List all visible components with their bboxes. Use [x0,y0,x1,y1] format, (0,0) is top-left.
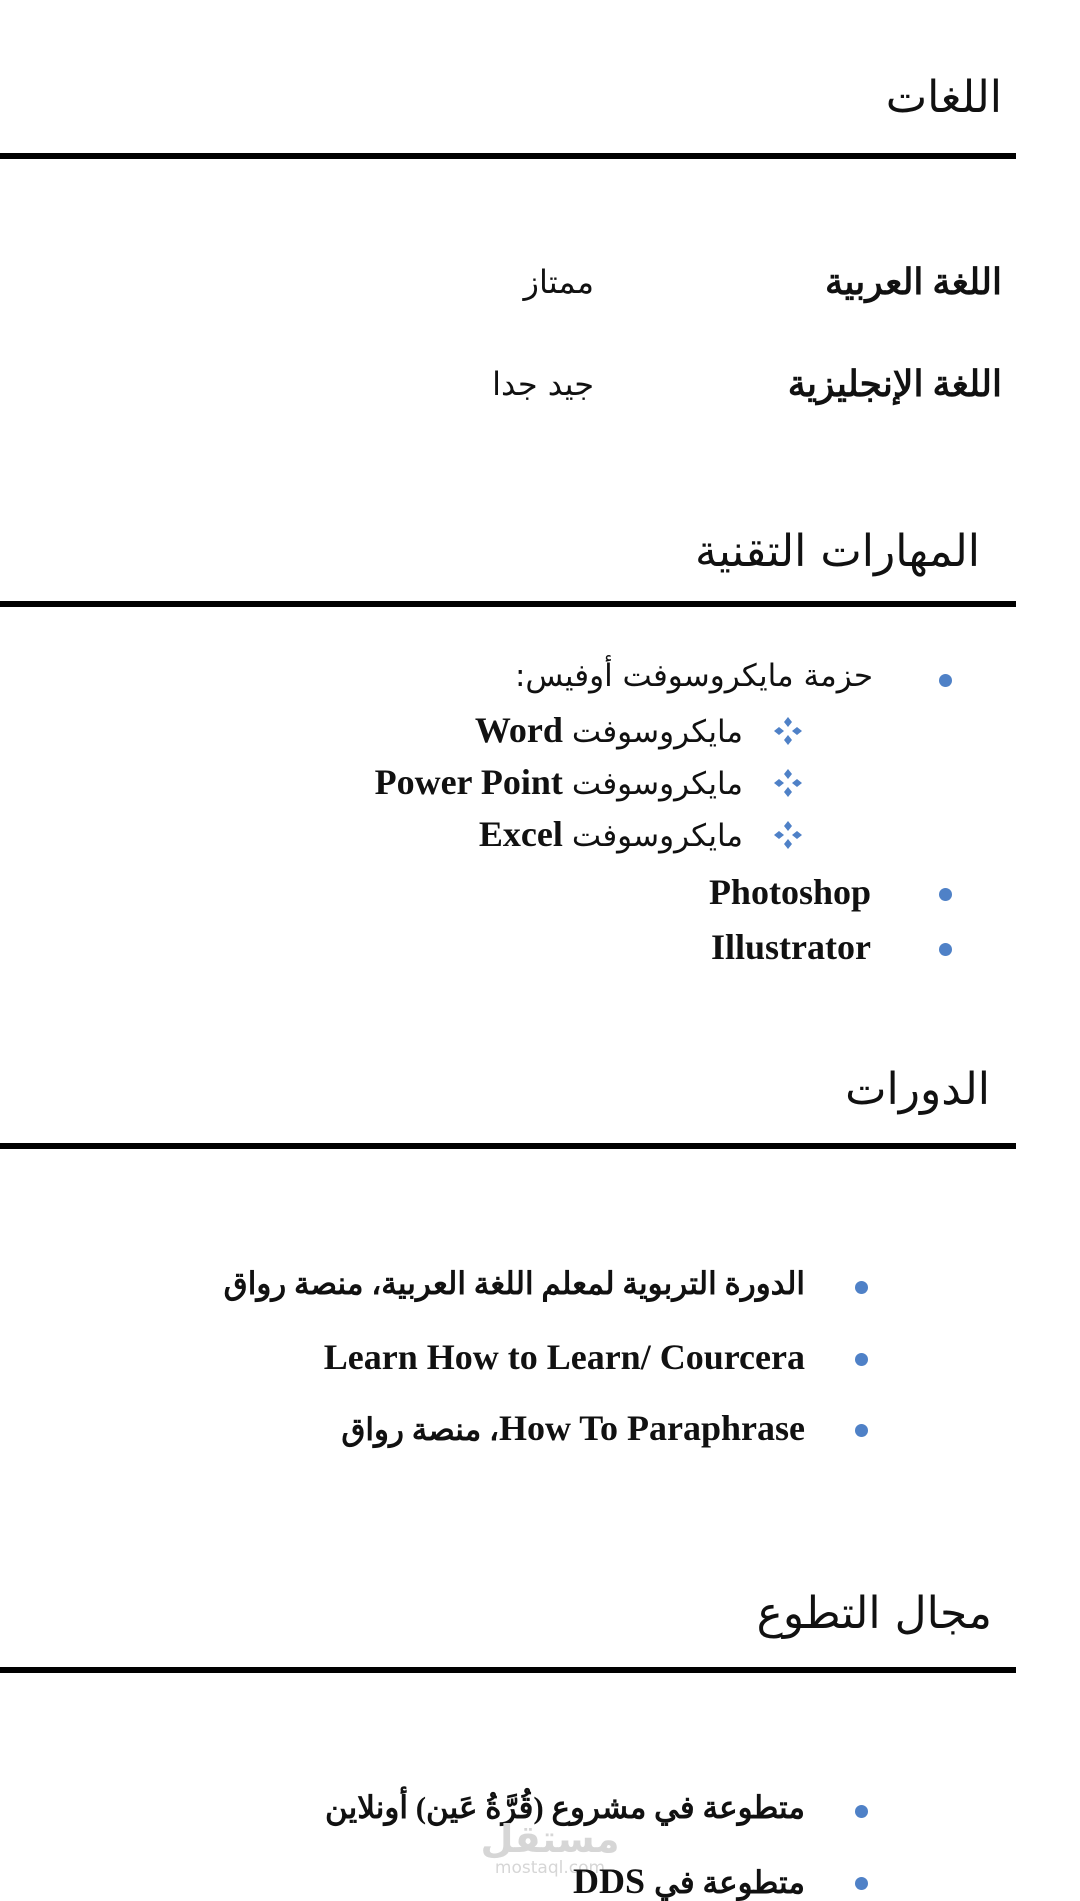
office-app-item [375,764,743,800]
course-item: الدورة التربوية لمعلم اللغة العربية، منصة رواق [223,1266,805,1301]
bullet-icon [855,1424,868,1437]
language-level: ممتاز [523,263,594,301]
section-title-courses: الدورات [845,1064,990,1115]
diamond-bullet-icon [773,820,803,850]
skill-item: Illustrator [711,927,871,967]
course-item: Learn How to Learn/ Courcera [323,1337,805,1377]
diamond-bullet-icon [773,716,803,746]
office-app-name: Word [474,710,563,750]
office-app-name: Power Point [374,762,563,802]
language-name: اللغة الإنجليزية [787,364,1002,404]
office-app-item [475,712,743,748]
diamond-bullet-icon [773,768,803,798]
language-name: اللغة العربية [825,262,1002,302]
bullet-icon [939,888,952,901]
office-app-name: Excel [478,814,563,854]
volunteer-org: DDS [573,1861,646,1901]
watermark-arabic: مستقل [480,1817,620,1861]
language-level: جيد جدا [492,365,594,403]
bullet-icon [855,1877,868,1890]
bullet-icon [939,943,952,956]
bullet-icon [939,674,952,687]
section-title-tech-skills: المهارات التقنية [695,526,980,577]
office-app-item [479,816,743,852]
section-divider [0,1667,1016,1673]
section-divider [0,601,1016,607]
course-name: How To Paraphrase [498,1408,805,1448]
section-divider [0,1143,1016,1149]
office-app-prefix: مايكروسوفت [571,714,743,750]
volunteer-item: متطوعة في مشروع (قُرَّةُ عَين) أونلاين [325,1790,805,1825]
course-item [341,1410,805,1446]
office-app-prefix: مايكروسوفت [571,766,743,802]
bullet-icon [855,1281,868,1294]
watermark-latin: mostaql.com [494,1858,606,1878]
office-app-prefix: مايكروسوفت [571,818,743,854]
volunteer-item [573,1863,805,1899]
section-divider [0,153,1016,159]
office-suite-heading: حزمة مايكروسوفت أوفيس: [514,658,873,694]
bullet-icon [855,1805,868,1818]
volunteer-role: متطوعة في [654,1865,805,1900]
section-title-volunteering: مجال التطوع [756,1588,992,1639]
skill-item: Photoshop [708,872,871,912]
bullet-icon [855,1353,868,1366]
section-title-languages: اللغات [885,72,1002,123]
course-platform: ، منصة رواق [341,1412,499,1447]
